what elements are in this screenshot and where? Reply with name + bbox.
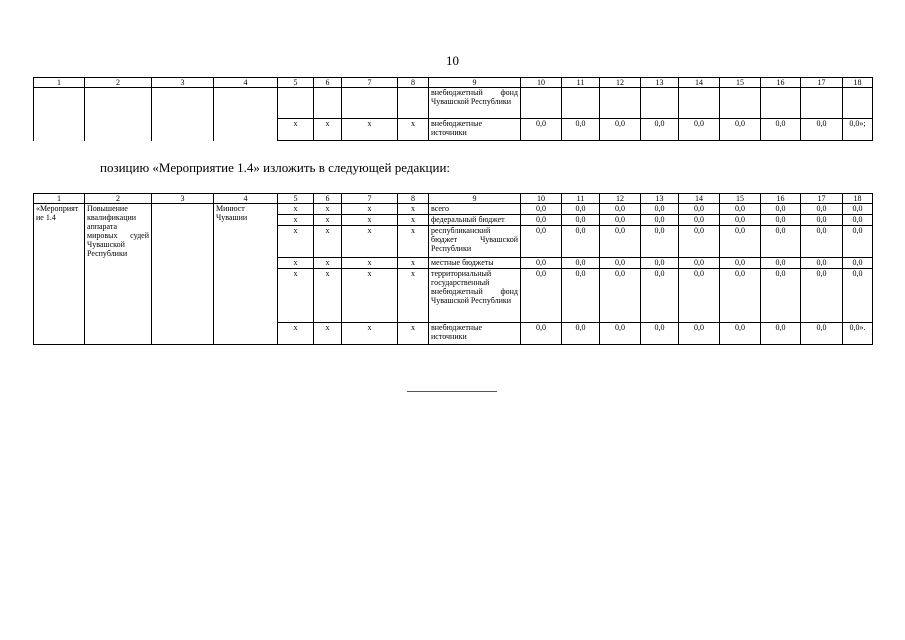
value-cell: 0,0 [562, 269, 600, 323]
column-number: 17 [801, 78, 843, 88]
column-number: 12 [600, 194, 641, 204]
column-number: 17 [801, 194, 843, 204]
value-cell: 0,0 [600, 269, 641, 323]
value-cell: 0,0 [600, 226, 641, 258]
mark-cell: х [314, 323, 342, 345]
value-cell [761, 88, 801, 119]
value-cell: 0,0 [679, 204, 720, 215]
mark-cell [342, 88, 398, 119]
column-number: 15 [720, 78, 761, 88]
value-cell: 0,0 [679, 215, 720, 226]
mark-cell: х [278, 323, 314, 345]
column-number: 15 [720, 194, 761, 204]
mark-cell [398, 88, 429, 119]
mark-cell: х [342, 323, 398, 345]
funding-source: республиканский бюджет Чувашской Республики [429, 226, 521, 258]
value-cell: 0,0 [562, 119, 600, 141]
column-number: 11 [562, 78, 600, 88]
mark-cell: х [314, 269, 342, 323]
measure-1-4-table [33, 193, 873, 345]
value-cell: 0,0 [641, 215, 679, 226]
column-number: 13 [641, 78, 679, 88]
value-cell: 0,0 [843, 204, 873, 215]
column-number: 10 [521, 78, 562, 88]
mark-cell: х [314, 226, 342, 258]
funding-source: внебюджетные источники [429, 119, 521, 141]
column-number: 4 [214, 194, 278, 204]
column-number: 9 [429, 194, 521, 204]
funding-source: местные бюджеты [429, 258, 521, 269]
mark-cell: х [314, 258, 342, 269]
column-number: 18 [843, 194, 873, 204]
value-cell: 0,0 [600, 204, 641, 215]
mark-cell: х [342, 226, 398, 258]
column-number-row [34, 194, 873, 204]
column-number: 5 [278, 194, 314, 204]
value-cell [600, 88, 641, 119]
mark-cell: х [278, 215, 314, 226]
value-cell: 0,0 [521, 269, 562, 323]
value-cell: 0,0 [641, 204, 679, 215]
mark-cell: х [278, 119, 314, 141]
funding-source: внебюджетные источники [429, 323, 521, 345]
column-number: 1 [34, 194, 85, 204]
value-cell: 0,0 [720, 226, 761, 258]
funding-source: территориальный государственный внебюджетный фонд Чувашской Республики [429, 269, 521, 323]
value-cell: 0,0 [521, 258, 562, 269]
column-number: 3 [152, 194, 214, 204]
value-cell: 0,0 [720, 323, 761, 345]
column-number: 3 [152, 78, 214, 88]
funding-source: всего [429, 204, 521, 215]
value-cell [562, 88, 600, 119]
column-number: 14 [679, 78, 720, 88]
value-cell: 0,0 [641, 323, 679, 345]
empty-cell [152, 88, 214, 141]
amendment-paragraph: позицию «Мероприятие 1.4» изложить в следующей редакции: [100, 160, 451, 175]
column-number: 4 [214, 78, 278, 88]
value-cell [843, 88, 873, 119]
column-number: 6 [314, 194, 342, 204]
value-cell: 0,0 [600, 323, 641, 345]
mark-cell: х [278, 269, 314, 323]
value-cell: 0,0 [562, 258, 600, 269]
mark-cell: х [342, 215, 398, 226]
continuation-table [33, 77, 873, 141]
value-cell [720, 88, 761, 119]
value-cell: 0,0 [600, 119, 641, 141]
value-cell: 0,0 [641, 119, 679, 141]
event-name: Повышение квалификации аппарата мировых судей Чувашской Республики [85, 204, 152, 345]
value-cell [679, 88, 720, 119]
value-cell [521, 88, 562, 119]
mark-cell: х [314, 119, 342, 141]
empty-cell [34, 88, 85, 141]
mark-cell: х [278, 226, 314, 258]
column-number: 16 [761, 194, 801, 204]
mark-cell: х [278, 204, 314, 215]
executor: Минюст Чувашии [214, 204, 278, 345]
mark-cell: х [314, 204, 342, 215]
value-cell: 0,0 [679, 269, 720, 323]
column-number: 11 [562, 194, 600, 204]
value-cell: 0,0 [720, 119, 761, 141]
mark-cell: х [342, 269, 398, 323]
value-cell: 0,0 [600, 258, 641, 269]
mark-cell: х [342, 119, 398, 141]
value-cell: 0,0 [521, 323, 562, 345]
column-number: 6 [314, 78, 342, 88]
column-number: 14 [679, 194, 720, 204]
value-cell: 0,0 [641, 226, 679, 258]
mark-cell: х [398, 204, 429, 215]
column-number: 10 [521, 194, 562, 204]
funding-source: внебюджетный фонд Чувашской Республики [429, 88, 521, 119]
value-cell: 0,0 [801, 269, 843, 323]
mark-cell: х [342, 204, 398, 215]
value-cell: 0,0 [761, 226, 801, 258]
column-number: 7 [342, 78, 398, 88]
value-cell: 0,0 [761, 204, 801, 215]
column-number: 5 [278, 78, 314, 88]
mark-cell: х [314, 215, 342, 226]
value-cell: 0,0 [521, 204, 562, 215]
mark-cell: х [398, 323, 429, 345]
column-number: 7 [342, 194, 398, 204]
value-cell: 0,0 [679, 119, 720, 141]
value-cell: 0,0 [761, 323, 801, 345]
value-cell: 0,0 [521, 215, 562, 226]
value-cell [801, 88, 843, 119]
value-cell: 0,0 [761, 119, 801, 141]
mark-cell: х [398, 258, 429, 269]
column-number: 12 [600, 78, 641, 88]
mark-cell: х [342, 258, 398, 269]
mark-cell: х [398, 215, 429, 226]
value-cell: 0,0 [843, 269, 873, 323]
value-cell: 0,0 [843, 215, 873, 226]
table-row [34, 88, 873, 119]
column-number: 1 [34, 78, 85, 88]
value-cell: 0,0 [761, 258, 801, 269]
value-cell: 0,0 [801, 204, 843, 215]
value-cell: 0,0 [562, 215, 600, 226]
column-number: 13 [641, 194, 679, 204]
mark-cell [314, 88, 342, 119]
value-cell: 0,0 [801, 226, 843, 258]
mark-cell: х [398, 119, 429, 141]
value-cell: 0,0 [720, 269, 761, 323]
value-cell: 0,0»; [843, 119, 873, 141]
value-cell: 0,0 [801, 323, 843, 345]
value-cell: 0,0 [720, 258, 761, 269]
value-cell: 0,0 [679, 226, 720, 258]
value-cell: 0,0 [641, 269, 679, 323]
value-cell: 0,0 [600, 215, 641, 226]
value-cell: 0,0 [761, 269, 801, 323]
value-cell: 0,0 [761, 215, 801, 226]
page-number: 10 [446, 53, 459, 68]
value-cell: 0,0 [521, 119, 562, 141]
table-row [34, 204, 873, 215]
value-cell: 0,0 [843, 226, 873, 258]
empty-cell [85, 88, 152, 141]
footer-rule [407, 391, 497, 392]
column-number: 2 [85, 78, 152, 88]
mark-cell [278, 88, 314, 119]
column-number: 2 [85, 194, 152, 204]
value-cell: 0,0 [801, 215, 843, 226]
value-cell: 0,0 [562, 323, 600, 345]
value-cell: 0,0 [562, 226, 600, 258]
column-number: 9 [429, 78, 521, 88]
value-cell: 0,0». [843, 323, 873, 345]
column-number: 8 [398, 194, 429, 204]
value-cell: 0,0 [679, 258, 720, 269]
value-cell: 0,0 [521, 226, 562, 258]
mark-cell: х [278, 258, 314, 269]
value-cell: 0,0 [801, 119, 843, 141]
column-number: 8 [398, 78, 429, 88]
value-cell: 0,0 [801, 258, 843, 269]
empty-cell [152, 204, 214, 345]
mark-cell: х [398, 269, 429, 323]
value-cell: 0,0 [720, 215, 761, 226]
value-cell: 0,0 [562, 204, 600, 215]
value-cell [641, 88, 679, 119]
event-number: «Мероприятие 1.4 [34, 204, 85, 345]
value-cell: 0,0 [641, 258, 679, 269]
value-cell: 0,0 [720, 204, 761, 215]
value-cell: 0,0 [843, 258, 873, 269]
column-number: 18 [843, 78, 873, 88]
empty-cell [214, 88, 278, 141]
mark-cell: х [398, 226, 429, 258]
value-cell: 0,0 [679, 323, 720, 345]
funding-source: федеральный бюджет [429, 215, 521, 226]
column-number: 16 [761, 78, 801, 88]
column-number-row [34, 78, 873, 88]
